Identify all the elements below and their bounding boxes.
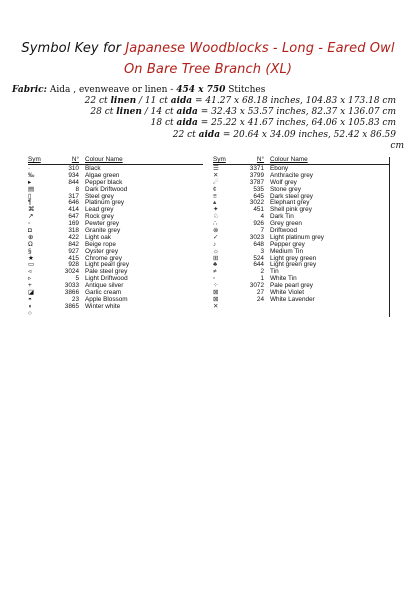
- size-cloth2: aida: [198, 129, 221, 140]
- thread-number: 169: [68, 220, 79, 228]
- thread-number: 3033: [64, 282, 79, 290]
- symbol-glyph: ⊕: [28, 233, 34, 241]
- symbol-glyph: ◘: [28, 227, 32, 235]
- symbol-glyph: ⊗: [213, 227, 219, 235]
- key-header: [213, 157, 390, 165]
- symbol-glyph: ≠: [213, 268, 217, 276]
- size-cloth: linen: [116, 107, 142, 118]
- colour-name: Dark steel grey: [270, 192, 313, 200]
- symbol-glyph: ▴: [213, 199, 217, 207]
- colour-name: Grey green: [270, 220, 302, 228]
- key-row: [213, 269, 390, 276]
- symbol-glyph: ☼: [213, 247, 219, 255]
- colour-name: Platinum grey: [85, 199, 125, 207]
- colour-name: Wolf grey: [270, 178, 297, 186]
- size-tail: [36, 140, 404, 152]
- symbol-glyph: ♘: [213, 213, 219, 221]
- colour-name: Ebony: [270, 165, 289, 172]
- thread-number: 422: [68, 233, 79, 241]
- key-row: [28, 200, 203, 207]
- colour-name: Pepper black: [85, 178, 123, 186]
- colour-name: White Violet: [270, 289, 304, 297]
- colour-name: Light pearl grey: [85, 261, 130, 269]
- colour-name: Light green grey: [270, 261, 317, 269]
- thread-number: 524: [253, 254, 264, 262]
- symbol-glyph: ¢: [213, 185, 217, 193]
- size-sep: / 11 ct: [136, 96, 171, 106]
- thread-number: [239, 304, 270, 311]
- size-row: [36, 118, 396, 129]
- size-list: [36, 96, 404, 152]
- colour-name: Lead grey: [85, 206, 114, 214]
- symbol-glyph: ▤: [28, 185, 35, 193]
- symbol-glyph: ★: [28, 254, 34, 262]
- colour-name: Algae green: [85, 171, 120, 179]
- thread-number: 535: [253, 185, 264, 193]
- key-right-border: [389, 157, 390, 317]
- key-row: [28, 207, 203, 214]
- symbol-glyph: ✕: [213, 302, 219, 310]
- size-count: 22 ct: [84, 96, 108, 106]
- thread-number: 647: [68, 213, 79, 221]
- thread-number: 3023: [249, 233, 264, 241]
- symbol-glyph: ⌘: [28, 206, 35, 214]
- symbol-glyph: ☰: [213, 165, 219, 172]
- symbol-glyph: ✦: [213, 206, 219, 214]
- thread-number: 415: [68, 254, 79, 262]
- fabric-text: Aida , evenweave or linen -: [49, 85, 177, 95]
- size-count: 22 ct: [172, 129, 196, 140]
- key-header: [28, 157, 203, 165]
- colour-name: White Lavender: [270, 295, 315, 303]
- thread-number: 3022: [249, 199, 264, 207]
- thread-number: 8: [75, 185, 79, 193]
- key-row: [28, 304, 203, 311]
- symbol-glyph: ▭: [28, 261, 35, 269]
- key-row: [213, 173, 390, 180]
- colour-name: Light Driftwood: [85, 275, 128, 283]
- colour-name: Pewter grey: [85, 220, 120, 228]
- symbol-glyph: Ω: [28, 240, 33, 248]
- key-row: [213, 207, 390, 214]
- thread-number: 927: [68, 247, 79, 255]
- thread-number: 3865: [64, 302, 79, 310]
- thread-number: 23: [71, 295, 79, 303]
- key-row: [213, 180, 390, 187]
- symbol-glyph: ♣: [213, 261, 218, 269]
- thread-number: 928: [68, 261, 79, 269]
- colour-name: Granite grey: [85, 227, 121, 235]
- fabric-stitches-suffix: Stitches: [225, 85, 266, 95]
- thread-number: 24: [256, 295, 264, 303]
- thread-number: 3787: [249, 178, 264, 186]
- thread-number: 414: [68, 206, 79, 214]
- colour-name: Pale steel grey: [85, 268, 128, 276]
- symbol-glyph: ♪: [213, 240, 217, 248]
- size-tail-unit: cm: [390, 140, 404, 151]
- colour-name: White Tin: [270, 275, 297, 283]
- thread-number: 5: [75, 275, 79, 283]
- thread-number: 648: [253, 240, 264, 248]
- title-prefix: Symbol Key for: [21, 41, 122, 56]
- colour-name: Apple Blossom: [85, 295, 128, 303]
- size-cloth2: aida: [176, 118, 198, 129]
- symbol-glyph: ⊞: [213, 254, 219, 262]
- symbol-glyph: ◓: [28, 295, 32, 303]
- header-number: N°: [256, 156, 264, 163]
- colour-name: Elephant grey: [270, 199, 310, 207]
- size-row: [36, 130, 396, 141]
- size-sep: / 14 ct: [141, 107, 177, 118]
- thread-number: 3024: [64, 268, 79, 276]
- key-column-right: [213, 157, 390, 311]
- thread-number: 310: [68, 165, 79, 172]
- thread-number: 3072: [249, 282, 264, 290]
- thread-number: 27: [256, 289, 264, 297]
- thread-number: 451: [253, 206, 264, 214]
- colour-name: Light platinum grey: [270, 233, 324, 241]
- colour-name: Light oak: [85, 233, 111, 241]
- thread-number: [54, 311, 85, 318]
- symbol-glyph: ·: [28, 165, 31, 172]
- thread-number: 317: [68, 192, 79, 200]
- symbol-glyph: ✓: [213, 233, 219, 241]
- thread-number: 1: [260, 275, 264, 283]
- size-dims: = 20.64 x 34.09 inches, 52.42 x 86.59: [220, 129, 396, 140]
- thread-number: 3866: [64, 289, 79, 297]
- colour-name: Chrome grey: [85, 254, 122, 262]
- header-number: N°: [71, 156, 79, 163]
- symbol-glyph: ▹: [28, 275, 32, 283]
- size-row: [36, 96, 396, 107]
- size-count: 28 ct: [90, 107, 114, 118]
- symbol-glyph: ◃: [28, 268, 32, 276]
- symbol-glyph: ◪: [28, 289, 35, 297]
- symbol-glyph: ≡: [213, 192, 217, 200]
- title-pattern-name: Japanese Woodblocks - Long - Eared Owl On Bare Tree Branch (XL): [123, 41, 395, 77]
- symbol-glyph: ⁘: [213, 282, 219, 290]
- thread-number: 844: [68, 178, 79, 186]
- colour-name: Tin: [270, 268, 279, 276]
- thread-number: 3371: [249, 165, 264, 172]
- colour-name: Pepper grey: [270, 240, 305, 248]
- colour-name: Driftwood: [270, 227, 297, 235]
- colour-name: Black: [85, 165, 101, 172]
- fabric-label: Fabric:: [12, 85, 47, 95]
- thread-number: 644: [253, 261, 264, 269]
- colour-name: Garlic cream: [85, 289, 122, 297]
- colour-name: Oyster grey: [85, 247, 119, 255]
- size-cloth2: aida: [170, 96, 193, 106]
- thread-number: 7: [260, 227, 264, 235]
- key-row: [213, 304, 390, 311]
- thread-number: 842: [68, 240, 79, 248]
- symbol-glyph: ⊠: [213, 295, 219, 303]
- header-sym: Sym: [213, 156, 226, 163]
- header-sym: Sym: [28, 156, 41, 163]
- symbol-glyph: ◦: [28, 220, 31, 228]
- colour-name: Shell pink grey: [270, 206, 312, 214]
- symbol-glyph: ⊠: [213, 289, 219, 297]
- colour-name: Dark Driftwood: [85, 185, 128, 193]
- symbol-glyph: ◖: [28, 302, 32, 310]
- symbol-glyph: ☄: [213, 178, 219, 186]
- colour-name: Anthracite grey: [270, 171, 313, 179]
- key-row: [213, 221, 390, 228]
- size-dims: = 32.43 x 53.57 inches, 82.37 x 136.07 cm: [197, 107, 396, 118]
- symbol-glyph: +: [28, 282, 32, 290]
- colour-name: Rock grey: [85, 213, 114, 221]
- thread-number: 934: [68, 171, 79, 179]
- colour-name: Beige rope: [85, 240, 116, 248]
- thread-number: 645: [253, 192, 264, 200]
- size-dims: = 41.27 x 68.18 inches, 104.83 x 173.18 cm: [192, 96, 396, 106]
- thread-number: 646: [68, 199, 79, 207]
- symbol-key-table: [28, 157, 390, 317]
- size-cloth: linen: [110, 96, 137, 106]
- key-row: [213, 297, 390, 304]
- colour-name: Steel grey: [85, 192, 114, 200]
- colour-name: [270, 304, 390, 311]
- key-row: [213, 262, 390, 269]
- symbol-glyph: ▸: [28, 178, 32, 186]
- thread-number: 2: [260, 268, 264, 276]
- colour-name: Medium Tin: [270, 247, 304, 255]
- colour-name: Dark Tin: [270, 213, 294, 221]
- symbol-glyph: ✕: [213, 171, 219, 179]
- key-row: [28, 187, 203, 194]
- symbol-glyph: ∴: [213, 220, 218, 228]
- symbol-glyph: ▫: [213, 275, 216, 283]
- thread-number: 3: [260, 247, 264, 255]
- thread-number: 3799: [249, 171, 264, 179]
- thread-number: 926: [253, 220, 264, 228]
- thread-number: 4: [260, 213, 264, 221]
- colour-name: Light grey green: [270, 254, 317, 262]
- symbol-glyph: ¶: [28, 199, 32, 207]
- symbol-glyph: §: [28, 247, 32, 255]
- colour-name: Pale pearl grey: [270, 282, 313, 290]
- fabric-line: [12, 85, 265, 96]
- symbol-glyph: ▯: [28, 192, 32, 200]
- thread-number: 318: [68, 227, 79, 235]
- key-row: [28, 311, 203, 318]
- size-dims: = 25.22 x 41.67 inches, 64.06 x 105.83 cm: [197, 118, 396, 129]
- symbol-glyph: ‰: [28, 171, 35, 179]
- page-title: [10, 38, 406, 80]
- colour-name: [85, 311, 203, 318]
- symbol-glyph: ↗: [28, 213, 34, 221]
- colour-name: Antique silver: [85, 282, 124, 290]
- size-row: [36, 107, 396, 118]
- header-colour-name: Colour Name: [85, 156, 123, 163]
- size-cloth2: aida: [176, 107, 198, 118]
- colour-name: Stone grey: [270, 185, 301, 193]
- symbol-glyph: ○: [28, 309, 32, 317]
- header-colour-name: Colour Name: [270, 156, 308, 163]
- key-row: [28, 228, 203, 235]
- key-column-left: [28, 157, 203, 318]
- fabric-stitches: 454 x 750: [176, 85, 226, 95]
- size-count: 18 ct: [150, 118, 174, 129]
- colour-name: Winter white: [85, 302, 121, 310]
